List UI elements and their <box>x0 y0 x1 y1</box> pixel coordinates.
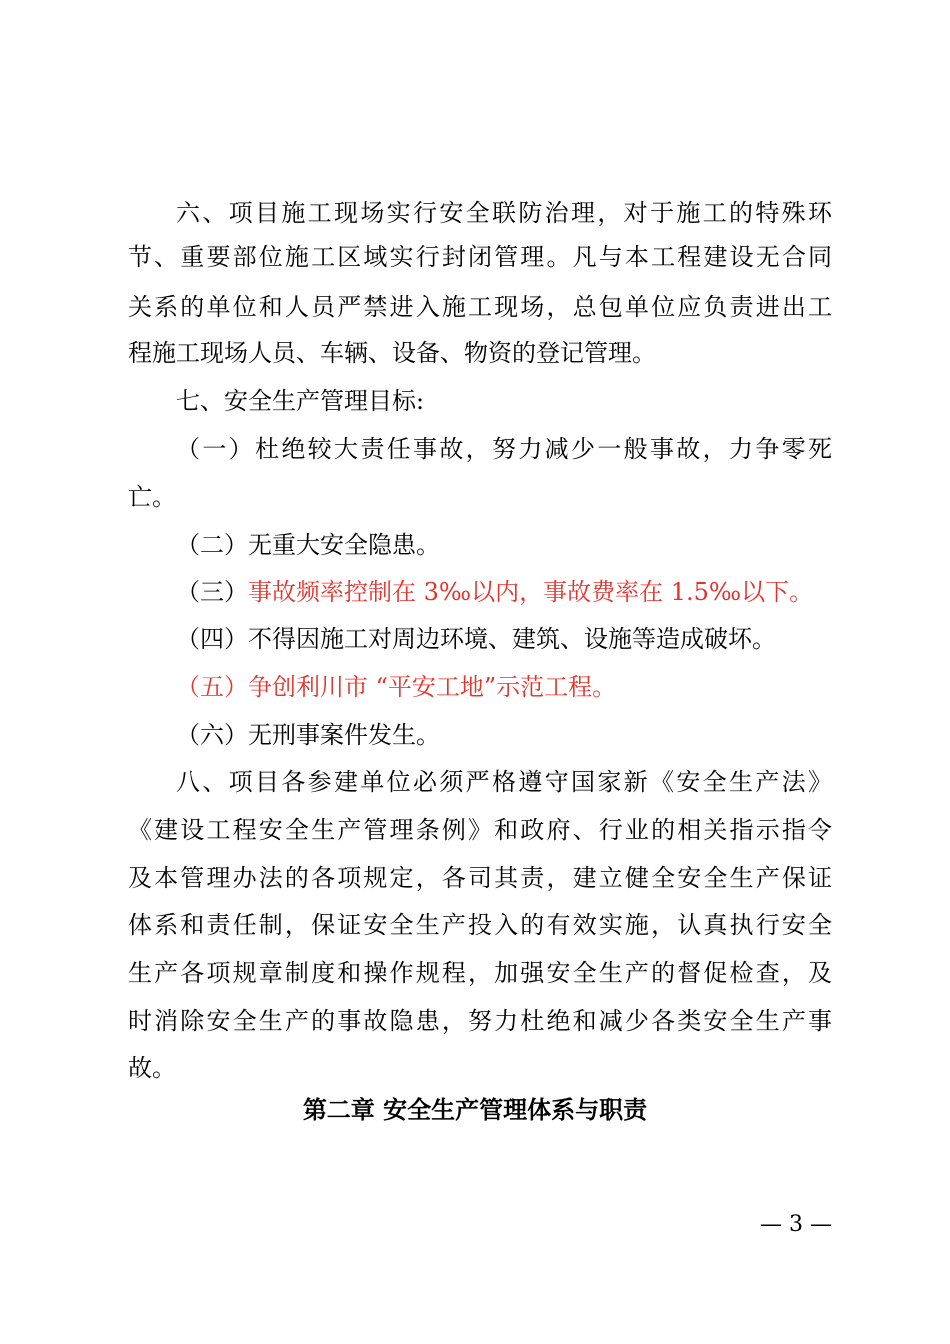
para8-line1: 八、项目各参建单位必须严格遵守国家新《安全生产法》 <box>176 768 832 796</box>
para6-line2: 节、重要部位施工区域实行封闭管理。凡与本工程建设无合同 <box>128 243 832 271</box>
para7-title: 七、安全生产管理目标: <box>176 387 425 415</box>
goal2: （二）无重大安全隐患。 <box>176 531 440 559</box>
goal4: （四）不得因施工对周边环境、建筑、设施等造成破坏。 <box>176 625 776 653</box>
goal5: （五）争创利川市 “平安工地”示范工程。 <box>176 673 617 701</box>
goal1-line1: （一）杜绝较大责任事故，努力减少一般事故，力争零死 <box>176 435 832 463</box>
goal6: （六）无刑事案件发生。 <box>176 721 440 749</box>
para8-line3: 及本管理办法的各项规定，各司其责，建立健全安全生产保证 <box>128 864 832 892</box>
para8-line7: 故。 <box>128 1054 176 1082</box>
chapter-heading: 第二章 安全生产管理体系与职责 <box>302 1096 648 1124</box>
para8-line2: 《建设工程安全生产管理条例》和政府、行业的相关指示指令 <box>128 816 832 844</box>
para6-line1: 六、项目施工现场实行安全联防治理，对于施工的特殊环 <box>176 199 832 227</box>
goal3-highlight: 事故频率控制在 3‰以内，事故费率在 1.5‰以下。 <box>248 578 814 606</box>
goal3-prefix: （三） <box>176 578 248 606</box>
page-number: — 3 — <box>760 1212 832 1237</box>
para8-line4: 体系和责任制，保证安全生产投入的有效实施，认真执行安全 <box>128 911 832 939</box>
para8-line6: 时消除安全生产的事故隐患，努力杜绝和减少各类安全生产事 <box>128 1007 832 1035</box>
para6-line4: 程施工现场人员、车辆、设备、物资的登记管理。 <box>128 339 656 367</box>
goal1-line2: 亡。 <box>128 483 176 511</box>
para6-line3: 关系的单位和人员严禁进入施工现场，总包单位应负责进出工 <box>128 293 832 321</box>
para8-line5: 生产各项规章制度和操作规程，加强安全生产的督促检查，及 <box>128 959 832 987</box>
goal3 <box>176 577 832 607</box>
